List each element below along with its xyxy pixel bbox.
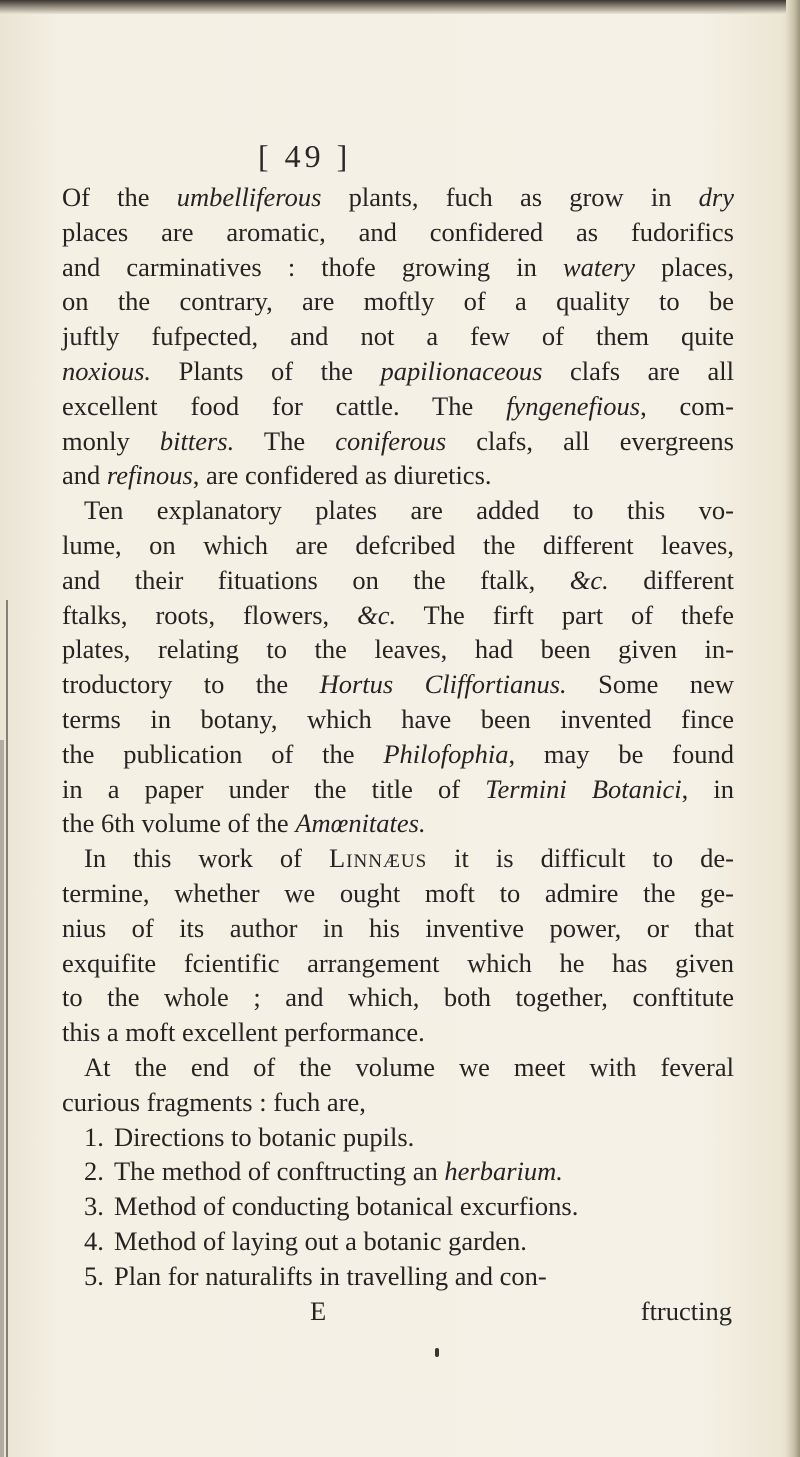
text-line: termine, whether we ought moft to admire the ge-	[62, 877, 734, 908]
list-item: 4. Method of laying out a botanic garden.	[84, 1225, 527, 1256]
text-line: and carminatives : thofe growing in watery places,	[62, 251, 734, 282]
body-text	[62, 180, 734, 1328]
text-line: and refinous, are confidered as diuretics.	[62, 460, 492, 491]
text-line: exquifite fcientific arrangement which he has given	[62, 947, 734, 978]
page-top-shadow	[0, 0, 800, 14]
text-line: nius of its author in his inventive power, or that	[62, 912, 734, 943]
list-item: 2. The method of conftructing an herbarium.	[84, 1156, 563, 1187]
text-line: Of the umbelliferous plants, fuch as grow in dry	[62, 182, 734, 212]
text-line: noxious. Plants of the papilionaceous clafs are all	[62, 355, 734, 386]
text-line: in a paper under the title of Termini Botanici, in	[62, 773, 734, 804]
list-item: 1. Directions to botanic pupils.	[84, 1121, 415, 1152]
ink-speck	[435, 1348, 439, 1357]
text-line: excellent food for cattle. The fyngenefious, com-	[62, 390, 734, 421]
text-line: curious fragments : fuch are,	[62, 1086, 366, 1117]
text-line: ftalks, roots, flowers, &c. The firft part of thefe	[62, 599, 734, 630]
text-line: Ten explanatory plates are added to this vo-	[84, 495, 734, 526]
page-number: [ 49 ]	[258, 138, 352, 174]
page-footer	[62, 1294, 734, 1329]
text-line: and their fituations on the ftalk, &c. different	[62, 564, 734, 595]
catchword: ftructing	[640, 1295, 732, 1326]
binding-edge-line	[6, 600, 8, 1457]
text-line: to the whole ; and which, both together, conftitute	[62, 982, 734, 1013]
list-item: 5. Plan for naturalifts in travelling and con-	[84, 1260, 547, 1291]
list-item: 3. Method of conducting botanical excurfions.	[84, 1191, 579, 1222]
fragment-list	[62, 1120, 734, 1294]
text-line: In this work of Linnæus it is difficult to de-	[84, 843, 734, 874]
text-line: At the end of the volume we meet with feveral	[84, 1051, 734, 1082]
text-line: monly bitters. The coniferous clafs, all evergreens	[62, 425, 734, 456]
signature-mark: E	[310, 1295, 327, 1326]
page-right-edge	[786, 0, 800, 1457]
text-line: juftly fufpected, and not a few of them quite	[62, 321, 734, 352]
text-line: terms in botany, which have been invented fince	[62, 703, 734, 734]
text-line: troductory to the Hortus Cliffortianus. Some new	[62, 669, 734, 700]
binding-shadow	[0, 740, 4, 1457]
text-line: the publication of the Philofophia, may be found	[62, 738, 734, 769]
text-line: places are aromatic, and confidered as fudorifics	[62, 216, 734, 247]
text-line: lume, on which are defcribed the different leaves,	[62, 529, 734, 560]
text-line: the 6th volume of the Amœnitates.	[62, 808, 426, 839]
text-line: plates, relating to the leaves, had been given in-	[62, 634, 734, 665]
text-line: on the contrary, are moftly of a quality to be	[62, 286, 734, 317]
text-line: this a moft excellent performance.	[62, 1017, 425, 1048]
